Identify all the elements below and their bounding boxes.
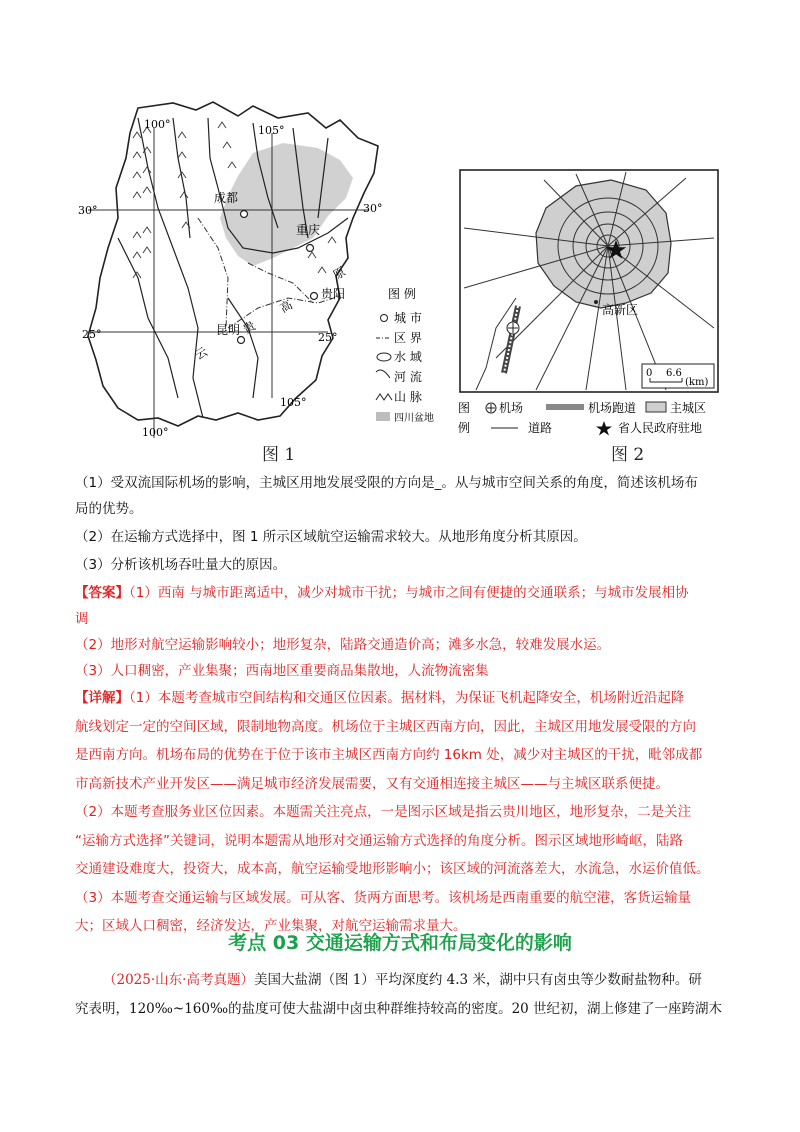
urban-area-icon	[646, 402, 666, 412]
question-1-line-2: 局的优势。	[75, 501, 143, 517]
mountain-icon	[376, 394, 392, 400]
basin-icon	[376, 412, 390, 421]
gaoxin-label: 高新区	[602, 303, 639, 317]
bottom-line-2: 究表明，120‰~160‰的盐度可使大盐湖中卤虫种群维持较高的密度。20 世纪初，湖上修建了一座跨湖木	[75, 1001, 723, 1017]
detail-label: 【详解】	[75, 690, 129, 706]
lat-label-105-top: 105°	[258, 124, 285, 137]
city-label-chongqing: 重庆	[296, 223, 321, 237]
basin-shading	[220, 143, 353, 266]
lat-label-30-left: 30°	[78, 204, 98, 217]
scale-bar	[642, 364, 714, 388]
bottom-paragraph	[75, 966, 735, 1024]
river-icon	[376, 370, 390, 378]
detail-line-1: （1）本题考查城市空间结构和交通区位因素。据材料，为保证飞机起降安全，机场附近沿起降	[129, 690, 685, 706]
legend2-title-2: 例	[458, 421, 471, 435]
lat-label-30-right: 30°	[363, 202, 383, 215]
figure-2-caption: 图 2	[611, 445, 645, 465]
question-source: （2025·山东·高考真题）	[103, 972, 254, 988]
city-label-guiyang: 贵阳	[321, 287, 346, 301]
detail-line-4: 市高新技术产业开发区——满足城市经济发展需要，又有交通相连接主城区——与主城区联系便捷。	[75, 775, 669, 792]
answer-line-4: （3）人口稠密，产业集聚；西南地区重要商品集散地，人流物流密集	[75, 663, 489, 679]
legend2-government: 省人民政府驻地	[618, 421, 703, 435]
question-2: （2）在运输方式选择中，图 1 所示区域航空运输需求较大。从地形角度分析其原因。	[75, 529, 587, 545]
question-3: （3）分析该机场吞吐量大的原因。	[75, 557, 287, 573]
legend-basin: 四川盆地	[394, 413, 434, 424]
question-1-line-1: （1）受双流国际机场的影响，主城区用地发展受限的方向是_。从与城市空间关系的角度，简述该机场布	[75, 475, 698, 491]
lat-label-100-bottom: 100°	[142, 426, 169, 439]
legend-title: 图 例	[388, 287, 416, 301]
region-label-yun: 云	[192, 344, 210, 363]
star-icon	[596, 421, 612, 436]
detail-block	[75, 684, 735, 941]
city-label-chengdu: 成都	[214, 191, 239, 205]
detail-line-8: （3）本题考查交通运输与区域发展。可从客、货两方面思考。该机场是西南重要的航空港，客货运输量	[75, 889, 692, 906]
figure-2-legend	[458, 400, 706, 436]
legend-mountain: 山 脉	[394, 390, 422, 404]
water-icon	[377, 353, 391, 361]
figures-area	[0, 0, 800, 470]
section-title: 考点 03 交通运输方式和布局变化的影响	[228, 932, 572, 954]
legend-river: 河 流	[394, 370, 422, 384]
gaoxin-dot	[594, 300, 598, 304]
scale-value: 6.6	[666, 368, 682, 379]
legend-water: 水 域	[394, 350, 422, 364]
region-label-gao: 高	[277, 297, 295, 316]
region-label-gui: 贵	[240, 318, 258, 337]
detail-line-9: 大；区域人口稠密，经济发达，产业集聚，对航空运输需求量大。	[75, 918, 467, 934]
legend2-urban: 主城区	[670, 401, 707, 415]
bottom-line-1: 美国大盐湖（图 1）平均深度约 4.3 米，湖中只有卤虫等少数耐盐物种。研	[253, 972, 702, 988]
scale-unit: (km)	[685, 377, 709, 388]
legend2-airport: 机场	[499, 401, 524, 415]
answer-block	[75, 580, 735, 684]
lat-label-100-top: 100°	[144, 118, 171, 131]
lat-label-25-left: 25°	[82, 328, 102, 341]
figure-1-map	[78, 98, 434, 439]
answer-line-2: 调	[75, 611, 89, 627]
airport-marker	[507, 322, 519, 334]
legend2-runway: 机场跑道	[588, 401, 637, 415]
answer-line-1: （1）西南 与城市距离适中，减少对城市干扰；与城市之间有便捷的交通联系；与城市发展相协	[129, 585, 689, 601]
legend2-road: 道路	[528, 421, 553, 435]
city-icon	[381, 315, 388, 322]
legend-boundary: 区 界	[394, 331, 422, 345]
answer-label: 【答案】	[75, 585, 129, 601]
scale-zero: 0	[646, 368, 653, 379]
runway-icon	[546, 404, 584, 410]
legend2-title-1: 图	[458, 401, 471, 415]
detail-line-2: 航线划定一定的空间区域，限制地物高度。机场位于主城区西南方向，因此，主城区用地发展受限的方向	[75, 718, 696, 735]
detail-line-5: （2）本题考查服务业区位因素。本题需关注亮点，一是图示区域是指云贵川地区，地形复杂，二是关注	[75, 804, 692, 820]
figure-2-map	[456, 168, 726, 436]
detail-line-3: 是西南方向。机场布局的优势在于位于该市主城区西南方向约 16km 处，减少对主城区的干扰，毗邻成都	[75, 747, 703, 763]
lat-label-25-right: 25°	[318, 331, 338, 344]
figure-1-legend	[376, 286, 434, 424]
legend-city: 城 市	[394, 311, 422, 325]
region-label-yuan: 原	[330, 264, 348, 283]
lat-label-105-bottom: 105°	[280, 396, 307, 409]
answer-line-3: （2）地形对航空运输影响较小；地形复杂，陆路交通造价高；滩多水急，较难发展水运。	[75, 637, 611, 653]
figure-1-caption: 图 1	[262, 445, 296, 465]
question-1	[75, 470, 735, 522]
detail-line-6: “运输方式选择”关键词，说明本题需从地形对交通运输方式选择的角度分析。图示区域地形崎岖，陆路	[75, 832, 683, 849]
detail-line-7: 交通建设难度大，投资大，成本高，航空运输受地形影响小；该区域的河流落差大，水流急，水运价值低。	[75, 861, 710, 877]
question-content	[75, 470, 735, 941]
city-label-kunming: 昆明	[216, 323, 241, 337]
